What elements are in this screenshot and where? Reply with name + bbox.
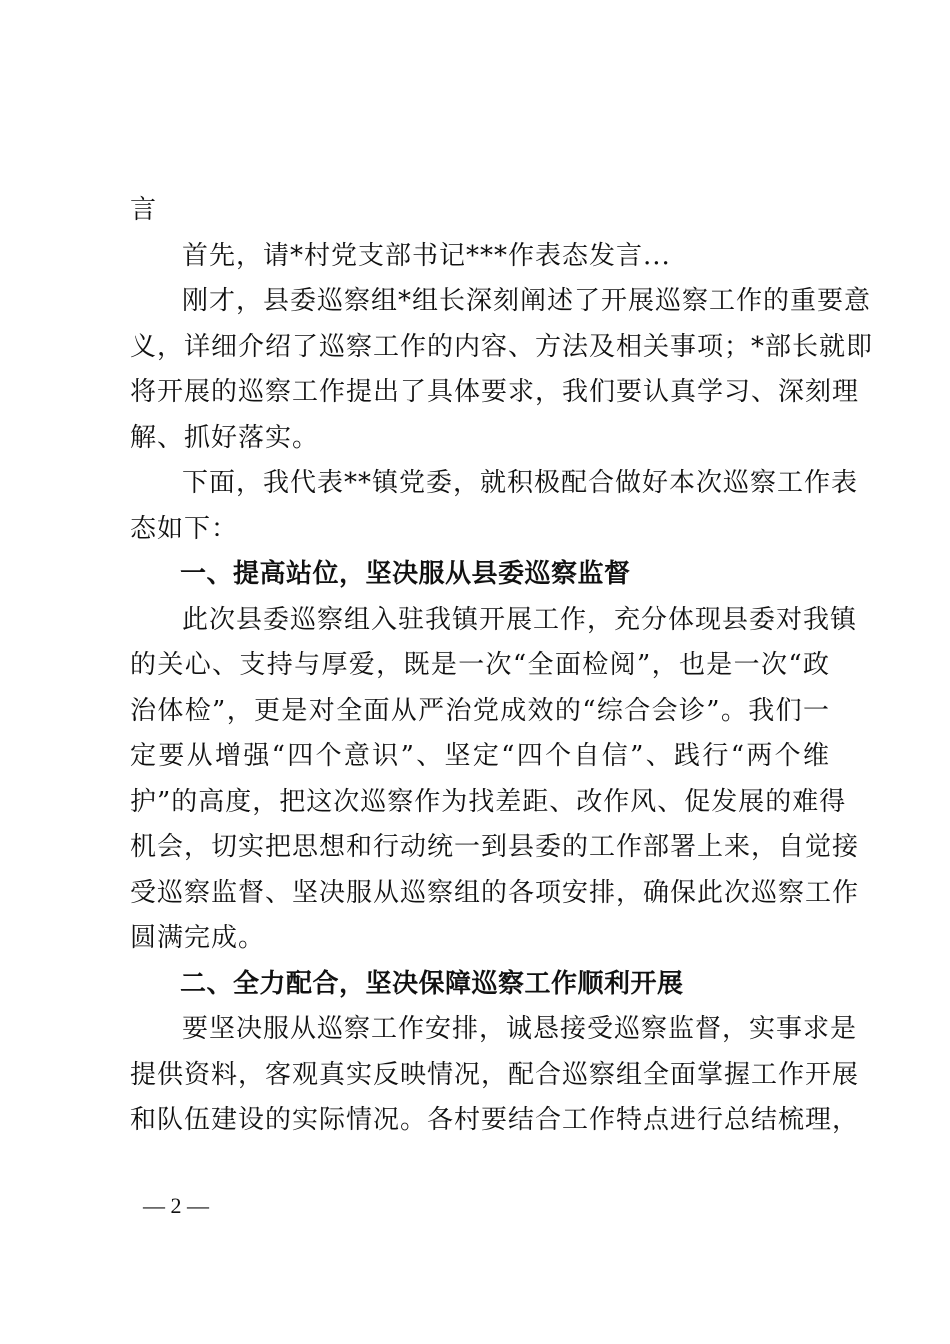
text-line: 首先，请*村党支部书记***作表态发言...	[182, 240, 671, 271]
text-line: 圆满完成。	[130, 923, 266, 953]
text-line: 提供资料，客观真实反映情况，配合巡察组全面掌握工作开展	[130, 1059, 860, 1090]
text-line: 将开展的巡察工作提出了具体要求，我们要认真学习、深刻理	[130, 377, 860, 407]
text-line: 机会，切实把思想和行动统一到县委的工作部署上来，自觉接	[130, 832, 860, 862]
text-line: 解、抓好落实。	[130, 422, 320, 453]
section-heading: 二、全力配合，坚决保障巡察工作顺利开展	[180, 968, 684, 999]
text-line: 护”的高度，把这次巡察作为找差距、改作风、促发展的难得	[130, 786, 847, 817]
text-line: 此次县委巡察组入驻我镇开展工作，充分体现县委对我镇	[182, 604, 858, 635]
page-number: — 2 —	[143, 1193, 209, 1218]
text-line: 要坚决服从巡察工作安排，诚恳接受巡察监督，实事求是	[182, 1014, 858, 1044]
text-line: 言	[130, 195, 158, 225]
document-body	[130, 188, 874, 1144]
text-line: 刚才，县委巡察组*组长深刻阐述了开展巡察工作的重要意	[182, 286, 872, 316]
text-line: 态如下：	[130, 513, 239, 544]
text-line: 治体检”，更是对全面从严治党成效的“综合会诊”。我们一	[130, 695, 830, 726]
text-line: 的关心、支持与厚爱，既是一次“全面检阅”，也是一次“政	[130, 650, 830, 680]
text-line: 定要从增强“四个意识”、坚定“四个自信”、践行“两个维	[130, 741, 830, 771]
text-line: 下面，我代表**镇党委，就积极配合做好本次巡察工作表	[182, 468, 859, 498]
section-heading: 一、提高站位，坚决服从县委巡察监督	[180, 559, 631, 589]
text-line: 义，详细介绍了巡察工作的内容、方法及相关事项；*部长就即	[130, 331, 874, 362]
text-line: 受巡察监督、坚决服从巡察组的各项安排，确保此次巡察工作	[130, 877, 860, 908]
text-line: 和队伍建设的实际情况。各村要结合工作特点进行总结梳理，	[130, 1105, 860, 1135]
